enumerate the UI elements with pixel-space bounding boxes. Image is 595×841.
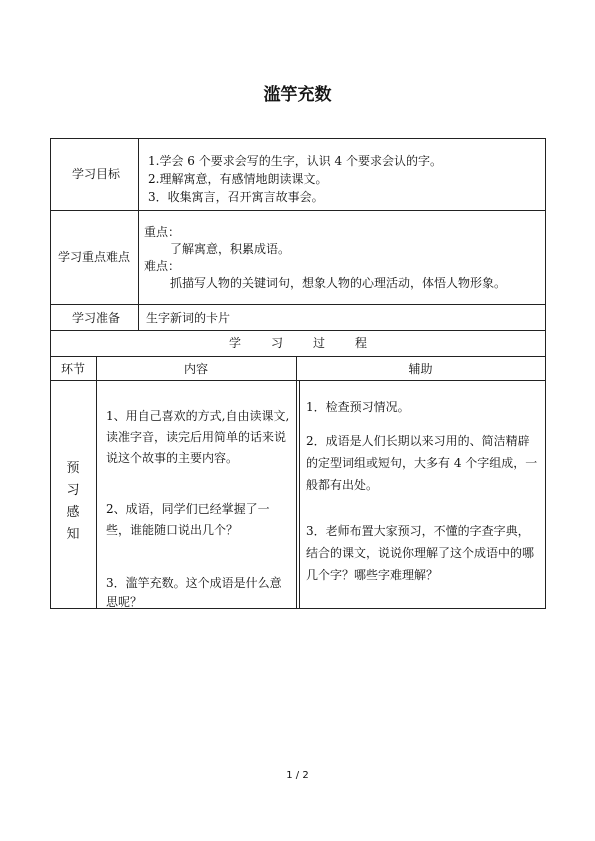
table-col-divider xyxy=(299,380,300,609)
stage-char: 习 xyxy=(66,483,80,498)
focus-label: 重点： xyxy=(144,225,181,239)
column-header-stage: 环节 xyxy=(60,362,85,376)
table-col-divider xyxy=(138,138,139,330)
content-item: 3．滥竽充数。这个成语是什么意思呢？ xyxy=(106,576,282,609)
page-number: 1 / 2 xyxy=(286,770,309,781)
stage-char: 预 xyxy=(66,461,80,476)
table-row-divider xyxy=(50,304,546,305)
focus-text: 了解寓意，积累成语。 xyxy=(170,242,291,256)
difficulty-label: 难点： xyxy=(144,259,181,273)
table-row-divider xyxy=(50,380,546,381)
stage-char: 知 xyxy=(66,527,80,542)
stage-name xyxy=(63,458,83,546)
assist-item: 2．成语是人们长期以来习用的、简洁精辟的定型词组或短句，大多有 4 个字组成，一般都有出处。 xyxy=(306,434,538,492)
content-item: 2、成语，同学们已经掌握了一些，谁能随口说出几个？ xyxy=(106,502,270,537)
table-row-divider xyxy=(50,356,546,357)
prep-label: 学习准备 xyxy=(72,311,121,325)
column-header-assist: 辅助 xyxy=(408,362,433,376)
page-title: 滥竽充数 xyxy=(263,85,332,105)
table-row-divider xyxy=(50,330,546,331)
difficulty-text: 抓描写人物的关键词句，想象人物的心理活动，体悟人物形象。 xyxy=(170,276,507,290)
stage-char: 感 xyxy=(66,505,80,520)
table-row-divider xyxy=(50,210,546,211)
content-item: 1、用自己喜欢的方式,自由读课文,读准字音，读完后用简单的话来说说这个故事的主要内容。 xyxy=(106,409,290,465)
assist-item: 3．老师布置大家预习，不懂的字查字典，结合的课文，说说你理解了这个成语中的哪几个字？哪些字难理解？ xyxy=(306,524,535,582)
goals-list xyxy=(148,152,540,206)
column-header-content: 内容 xyxy=(183,362,208,376)
goal-item: 1.学会 6 个要求会写的生字，认识 4 个要求会认的字。 xyxy=(148,154,442,168)
assist-item: 1．检查预习情况。 xyxy=(306,400,410,414)
keypoints-label: 学习重点难点 xyxy=(58,250,131,264)
goal-item: 3．收集寓言，召开寓言故事会。 xyxy=(148,190,324,204)
table-border-right xyxy=(545,138,546,609)
goals-label: 学习目标 xyxy=(72,167,121,181)
table-col-divider xyxy=(296,356,297,609)
table-border-top xyxy=(50,138,546,139)
table-col-divider xyxy=(96,356,97,609)
prep-text: 生字新词的卡片 xyxy=(146,311,231,325)
process-header: 学习过程 xyxy=(228,336,397,350)
goal-item: 2.理解寓意，有感情地朗读课文。 xyxy=(148,172,328,186)
